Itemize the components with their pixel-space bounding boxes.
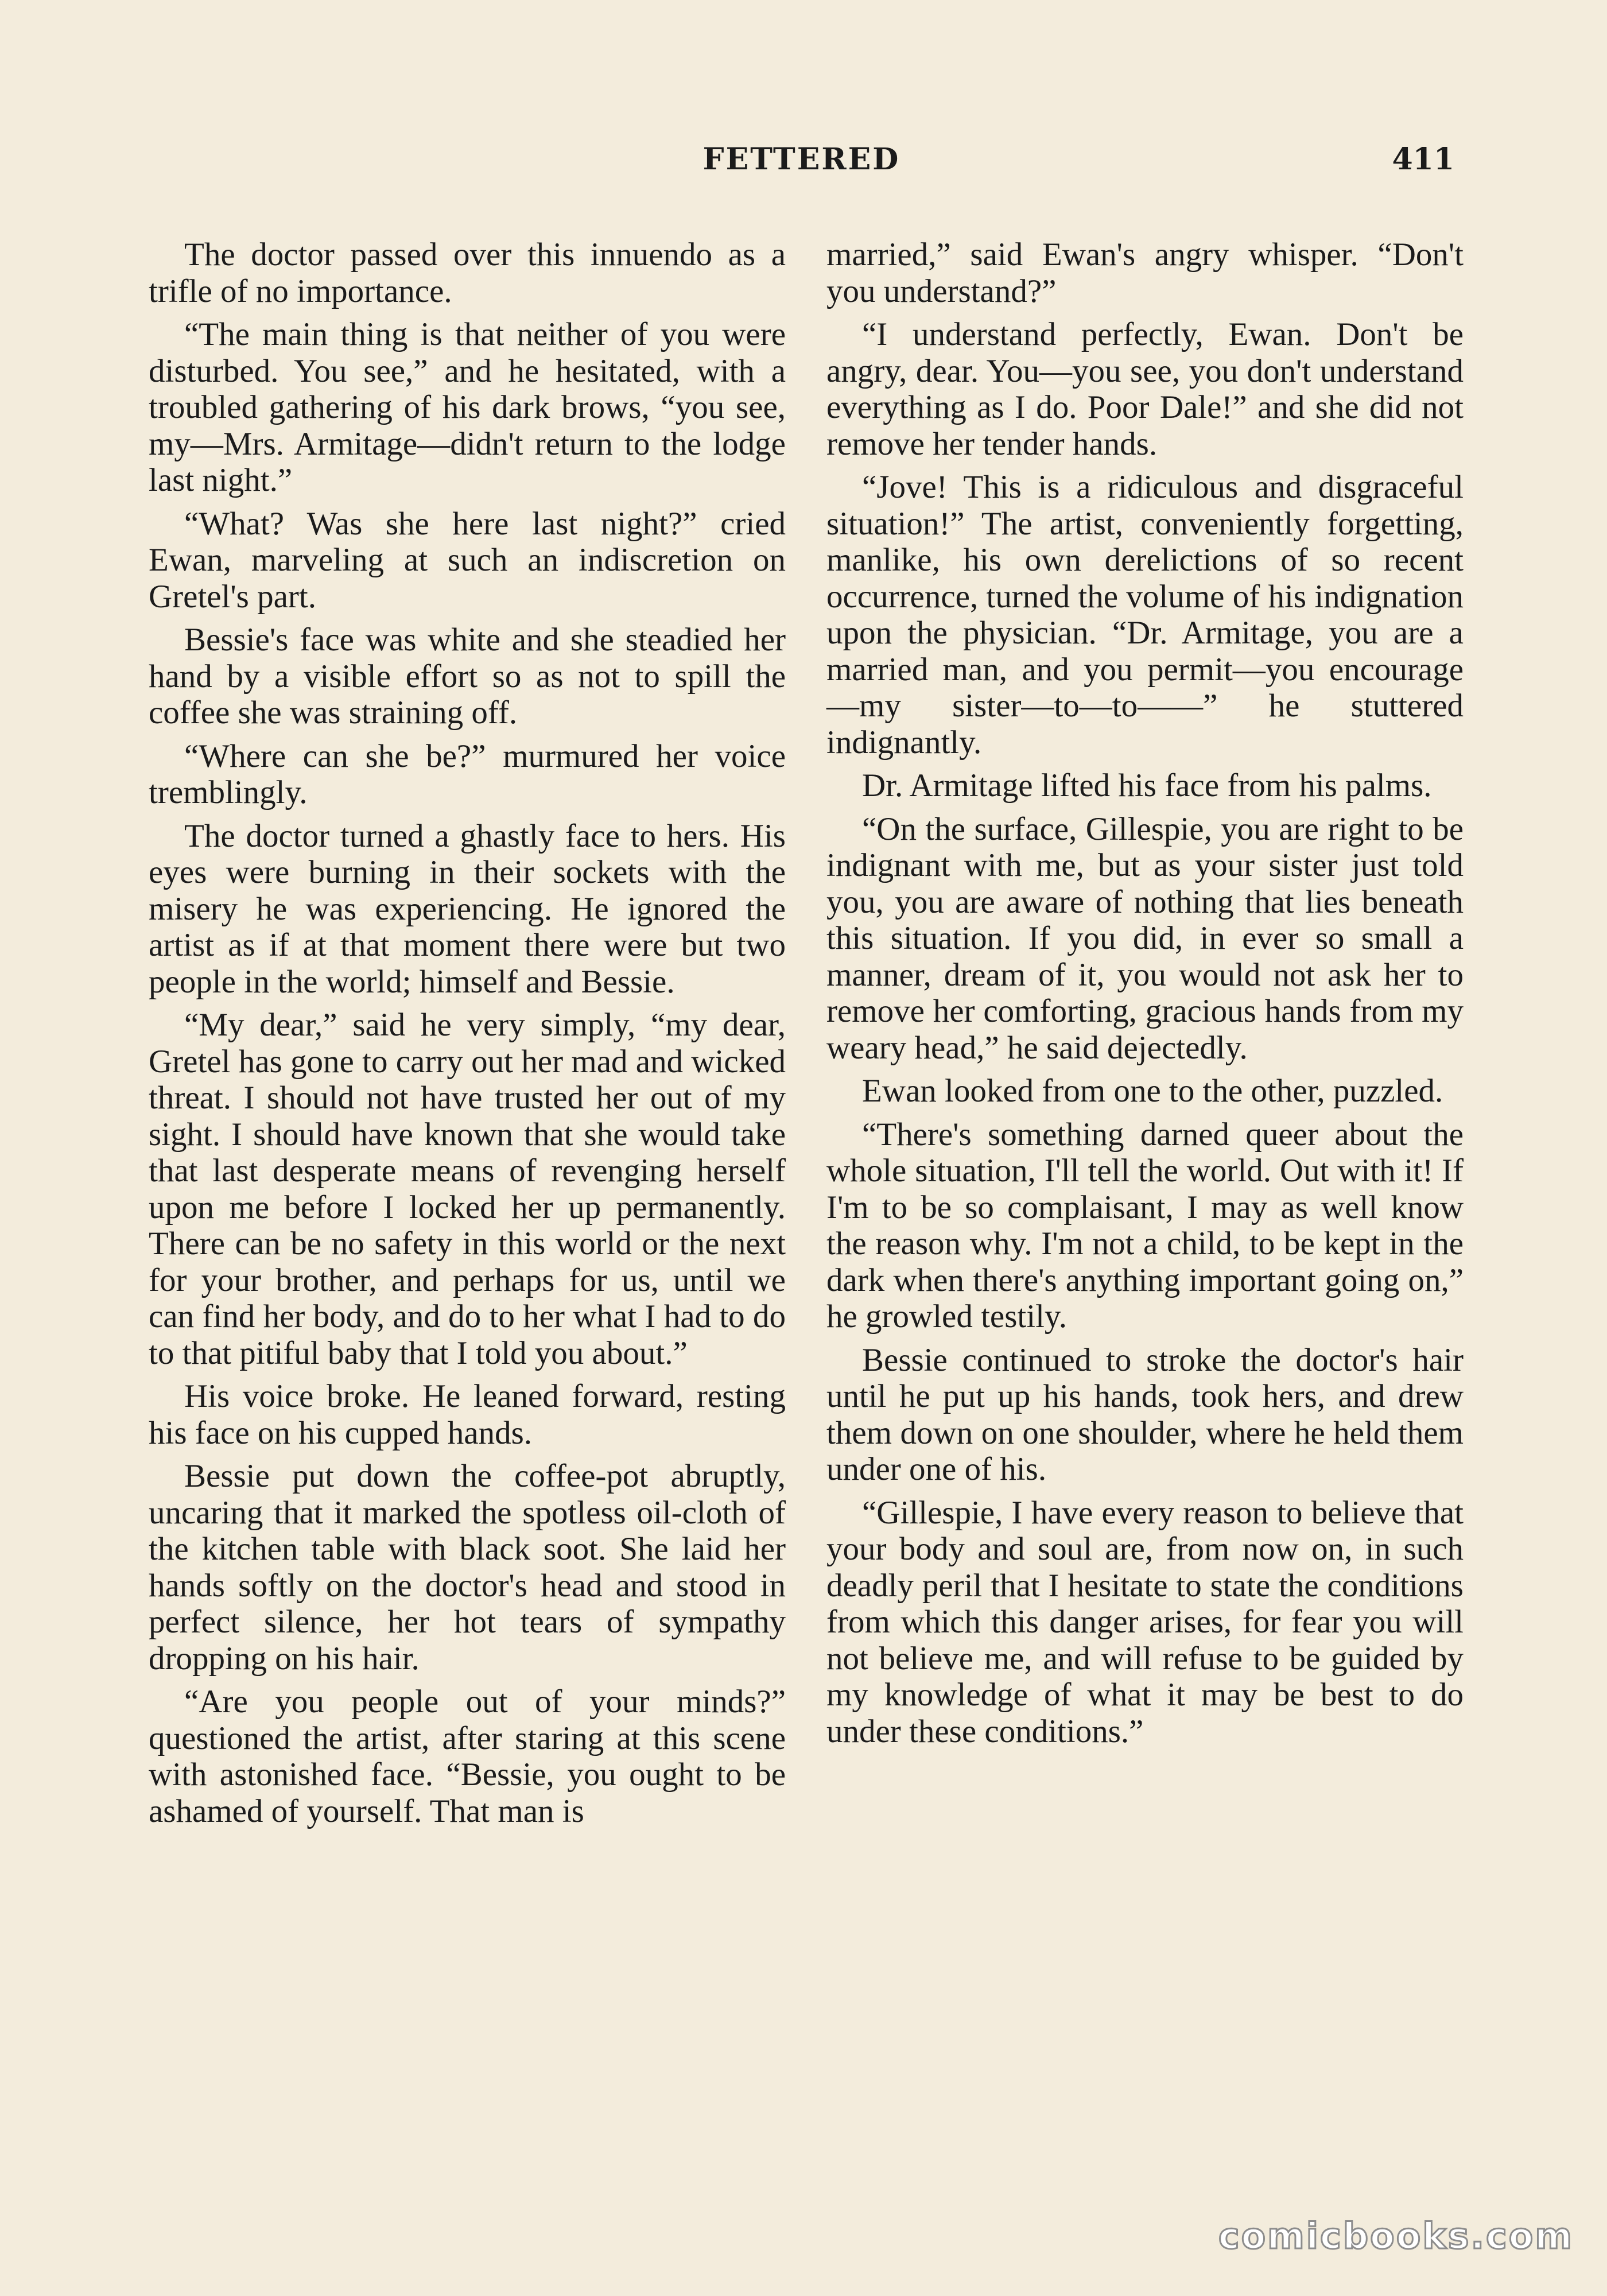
paragraph: “On the surface, Gillespie, you are right to be indignant with me, but as your sister just told you, you are aware of nothing that lies beneath this situation. If you did, in ever so small a manner, dream of it, you would not ask her to remove her comforting, gracious hands from my weary head,” he said dejectedly. xyxy=(826,810,1464,1066)
paragraph: “Where can she be?” murmured her voice tremblingly. xyxy=(149,738,786,810)
right-column xyxy=(826,236,1464,1756)
page-number: 411 xyxy=(1392,142,1454,177)
watermark: comicbooks.com xyxy=(1218,2215,1574,2257)
paragraph: Bessie's face was white and she steadied her hand by a visible effort so as not to spill the coffee she was straining off. xyxy=(149,622,786,731)
paragraph: The doctor passed over this innuendo as a trifle of no importance. xyxy=(149,236,786,309)
paragraph: “Gillespie, I have every reason to believe that your body and soul are, from now on, in such deadly peril that I hesitate to state the conditions from which this danger arises, for fear you will not believe me, and will refuse to be guided by my knowledge of what it may be best to do under these conditions.” xyxy=(826,1494,1464,1750)
paragraph: The doctor turned a ghastly face to hers. His eyes were burning in their sockets with the misery he was experiencing. He ignored the artist as if at that moment there were but two people in the world; himself and Bessie. xyxy=(149,817,786,1000)
paragraph: Dr. Armitage lifted his face from his palms. xyxy=(862,767,1432,804)
paragraph: Bessie continued to stroke the doctor's hair until he put up his hands, took hers, and drew them down on one shoulder, where he held them under one of his. xyxy=(826,1341,1464,1487)
running-head xyxy=(149,142,1454,188)
paragraph: “There's something darned queer about the whole situation, I'll tell the world. Out with it! If I'm to be so complaisant, I may as well know the reason why. I'm not a child, to be kept in the dark when there's anything important going on,” he growled testily. xyxy=(826,1116,1464,1335)
paragraph: “Jove! This is a ridiculous and disgraceful situation!” The artist, conveniently forgetting, manlike, his own derelictions of so recent occurrence, turned the volume of his indignation upon the physician. “Dr. Armitage, you are a married man, and you permit—you encourage—my sister—to—to——” he stuttered indignantly. xyxy=(826,469,1464,761)
paragraph: “The main thing is that neither of you were disturbed. You see,” and he hesitated, with a troubled gathering of his dark brows, “you see, my—Mrs. Armitage—didn't return to the lodge last night.” xyxy=(149,316,786,498)
running-title: FETTERED xyxy=(702,142,900,177)
paragraph: Bessie put down the coffee-pot abruptly, uncaring that it marked the spotless oil-cloth of the kitchen table with black soot. She laid her hands softly on the doctor's head and stood in perfect silence, her hot tears of sympathy dropping on his hair. xyxy=(149,1458,786,1677)
paragraph-continued: married,” said Ewan's angry whisper. “Don't you understand?” xyxy=(826,236,1464,309)
paragraph: “My dear,” said he very simply, “my dear, Gretel has gone to carry out her mad and wicked threat. I should not have trusted her out of my sight. I should have known that she would take that last desperate means of revenging herself upon me before I locked her up permanently. There can be no safety in this world or the next for your brother, and perhaps for us, until we can find her body, and do to her what I had to do to that pitiful baby that I told you about.” xyxy=(149,1007,786,1371)
paragraph: “I understand perfectly, Ewan. Don't be angry, dear. You—you see, you don't understand everything as I do. Poor Dale!” and she did not remove her tender hands. xyxy=(826,316,1464,462)
paragraph: His voice broke. He leaned forward, resting his face on his cupped hands. xyxy=(149,1378,786,1451)
left-column xyxy=(149,236,786,1836)
paragraph: “Are you people out of your minds?” questioned the artist, after staring at this scene with astonished face. “Bessie, you ought to be ashamed of yourself. That man is xyxy=(149,1684,786,1829)
paragraph: “What? Was she here last night?” cried Ewan, marveling at such an indiscretion on Gretel's part. xyxy=(149,505,786,615)
paragraph: Ewan looked from one to the other, puzzled. xyxy=(862,1073,1443,1109)
